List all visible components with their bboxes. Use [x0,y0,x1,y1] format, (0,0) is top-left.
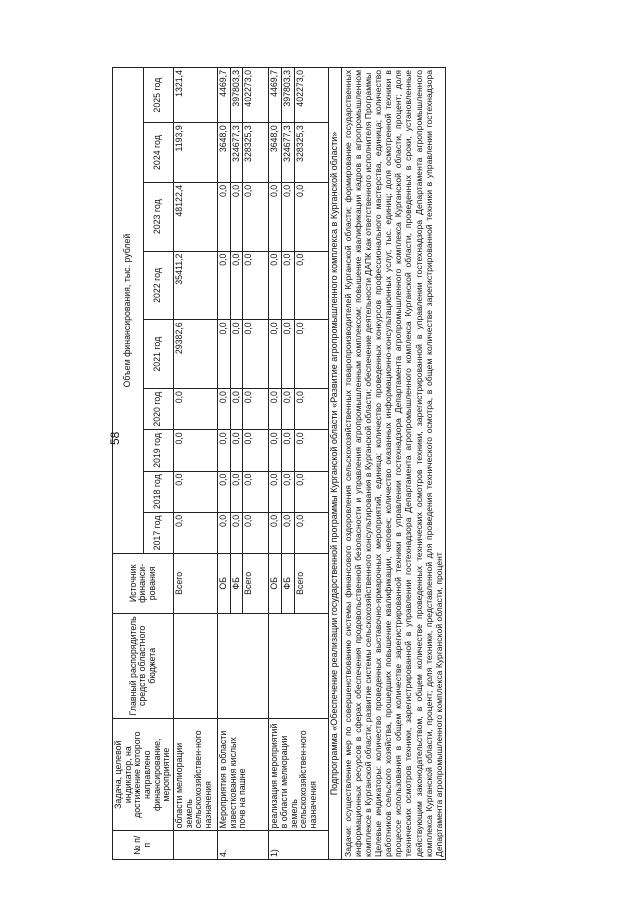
row-value: 3648,0 [269,123,282,183]
row-value: 0,0 [230,430,243,471]
row-source: Всего [294,554,328,614]
row-value: 0,0 [269,320,282,389]
row-source: Всего [243,554,269,614]
row-value: 328325,3 [243,123,269,183]
row-value: 0,0 [174,389,218,430]
row-value: 0,0 [282,512,295,553]
year-header: 2019 год [143,430,174,471]
row-value: 0,0 [243,471,269,512]
row-value: 0,0 [269,430,282,471]
row-value: 3648,0 [218,123,231,183]
col-no-header: № п/п [113,831,174,860]
year-header: 2025 год [143,68,174,123]
row-value: 0,0 [218,512,231,553]
row-value: 0,0 [269,182,282,251]
row-value: 0,0 [218,430,231,471]
row-value: 0,0 [243,251,269,320]
tasks-row [341,68,445,860]
row-value: 0,0 [282,182,295,251]
row-task: Мероприятия в области известкования кислых почв на пашне [218,719,269,831]
year-header: 2017 год [143,512,174,553]
col-source-header: Источник финанси-рования [113,554,174,614]
page-number: 58 [108,431,122,445]
row-value: 0,0 [269,251,282,320]
row-value: 0,0 [282,389,295,430]
row-source: ОБ [269,554,282,614]
row-value: 0,0 [174,430,218,471]
row-value: 0,0 [282,430,295,471]
row-value: 0,0 [230,182,243,251]
row-number: 1) [269,831,328,860]
table-row [174,68,218,860]
year-header: 2023 год [143,182,174,251]
row-task: реализация мероприятий в области мелиорации земель сельскохозяйствен-ного назначения [269,719,328,831]
row-value: 0,0 [230,251,243,320]
row-source: ОБ [218,554,231,614]
row-value: 4469,7 [218,68,231,123]
row-value: 0,0 [294,512,328,553]
row-value: 0,0 [218,182,231,251]
row-value: 397803,3 [282,68,295,123]
row-value: 0,0 [294,182,328,251]
subprogram-row [328,68,341,860]
indicators-text: Целевые индикаторы: количество проведенных выставочно-ярмарочных мероприятий, единица; количество проведенных конкурсов профессионального мастерства, единица; количество работников сельского хозяйства, прошедших повышение квалификации, человек; количество оказанных информационно-консультационных услуг, тыс. единиц; доля осмотренной техники в процессе использования в общем количестве зарегистрированной техники в управлении гостехнадзора Департамента агропромышленного комплекса Курганской области, процент; доля технических осмотров техники, зарегистрированной в управлении гостехнадзора Департамента агропромышленного комплекса Курганской области, проведенных в сроки, установленные действующим законодательством, в общем количестве проведенных технических осмотров техники, зарегистрированной в управлении гостехнадзора Департамента агропромышленного комплекса Курганской области, процент; доля техники, представленной для проведения технического осмотра, в общем количестве зарегистрированной техники в управлении гостехнадзора Департамента агропромышленного комплекса Курганской области, процент [373,70,444,857]
row-value: 1321,4 [174,68,218,123]
row-value: 0,0 [218,389,231,430]
row-value: 324677,3 [230,123,243,183]
row-value: 0,0 [218,320,231,389]
row-value: 397803,3 [230,68,243,123]
table-row [269,68,282,860]
row-value: 0,0 [282,320,295,389]
row-value: 0,0 [294,251,328,320]
row-value: 35411,2 [174,251,218,320]
row-number [174,831,218,860]
row-value: 0,0 [230,512,243,553]
row-value: 0,0 [294,320,328,389]
row-value: 29382,6 [174,320,218,389]
year-header: 2018 год [143,471,174,512]
row-value: 324677,3 [282,123,295,183]
tasks-text: Задачи: осуществление мер по совершенствованию системы финансового оздоровления сельскохозяйственных товаропроизводителей Курганской области; формирование государственных информационных ресурсов в сферах обеспечения продовольственной безопасности и управления агропромышленным комплексом; повышение квалификации кадров в агропромышленном комплексе в Курганской области; развитие системы сельскохозяйственного консультирования в Курганской области; обеспечение деятельности ДАПК как ответственного исполнителя Программы [342,70,373,857]
row-task: области мелиорации земель сельскохозяйствен-ного назначения [174,719,218,831]
row-manager [218,613,269,718]
row-value: 0,0 [269,389,282,430]
row-value: 0,0 [243,320,269,389]
year-header: 2024 год [143,123,174,183]
row-value: 0,0 [230,471,243,512]
row-value: 0,0 [294,430,328,471]
row-value: 0,0 [230,389,243,430]
row-value: 0,0 [230,320,243,389]
row-source: ФБ [230,554,243,614]
row-value: 48122,4 [174,182,218,251]
subprogram-heading: Подпрограмма «Обеспечение реализации государственной программы Курганской области «Развитие агропромышленного комплекса в Курганской области» [328,68,341,860]
row-value: 0,0 [243,512,269,553]
row-value: 0,0 [243,389,269,430]
row-source: Всего [174,554,218,614]
row-value: 0,0 [218,251,231,320]
tasks-cell [341,68,445,860]
row-value: 0,0 [218,471,231,512]
row-manager [174,613,218,718]
rotated-page [112,67,614,860]
row-manager [269,613,328,718]
row-value: 0,0 [269,471,282,512]
row-value: 0,0 [294,389,328,430]
row-value: 402273,0 [294,68,328,123]
row-value: 0,0 [243,430,269,471]
funding-table [112,67,446,860]
row-value: 0,0 [174,512,218,553]
row-value: 0,0 [174,471,218,512]
row-value: 0,0 [282,251,295,320]
row-value: 0,0 [243,182,269,251]
year-header: 2021 год [143,320,174,389]
row-value: 0,0 [269,512,282,553]
row-value: 1193,9 [174,123,218,183]
row-source: ФБ [282,554,295,614]
header-row [113,68,144,860]
funding-header: Объем финансирования, тыс. рублей [113,68,144,554]
row-value: 0,0 [282,471,295,512]
row-value: 402273,0 [243,68,269,123]
year-header: 2022 год [143,251,174,320]
col-manager-header: Главный распорядитель средств областного бюджета [113,613,174,718]
row-value: 4469,7 [269,68,282,123]
col-task-header: Задача, целевой индикатор, на достижение которого направлено финансирование, мероприятие [113,719,174,831]
table-row [218,68,231,860]
row-value: 328325,3 [294,123,328,183]
year-header: 2020 год [143,389,174,430]
row-value: 0,0 [294,471,328,512]
row-number: 4. [218,831,269,860]
